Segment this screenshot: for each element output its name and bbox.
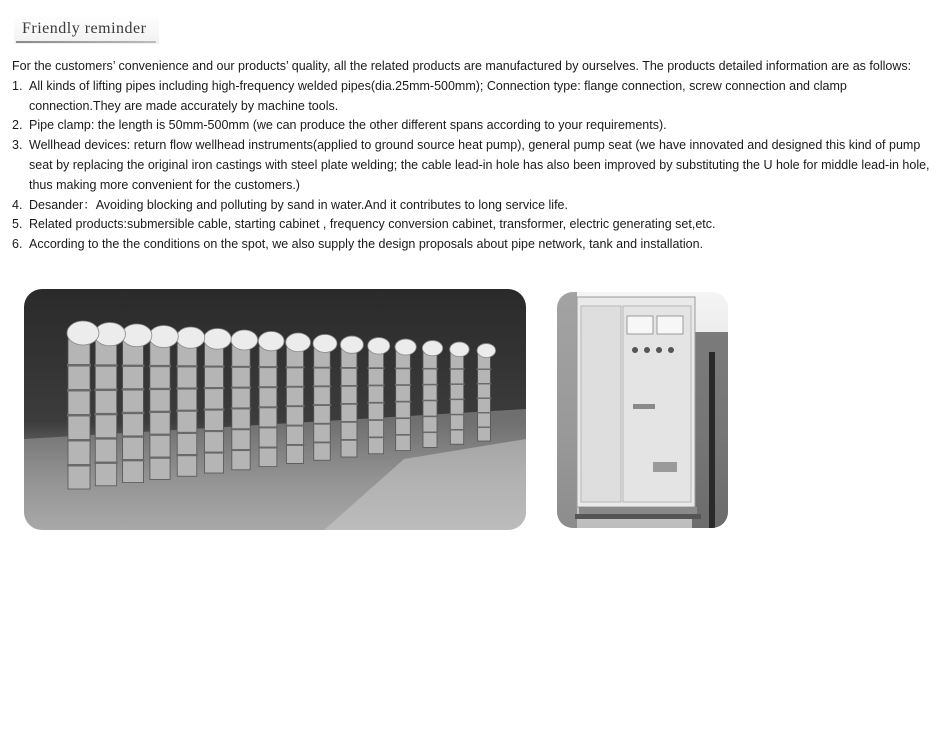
cabinet-illustration bbox=[557, 292, 728, 528]
list-item-number: 5. bbox=[12, 217, 23, 232]
list-item bbox=[12, 235, 937, 255]
page-title: Friendly reminder bbox=[22, 20, 147, 37]
list-item-number: 6. bbox=[12, 237, 23, 252]
list-item bbox=[12, 196, 937, 216]
list-item-number: 2. bbox=[12, 118, 23, 133]
list-item bbox=[12, 77, 937, 117]
title-underline bbox=[16, 41, 156, 43]
control-cabinet-photo bbox=[557, 292, 728, 528]
list-item-number: 1. bbox=[12, 78, 23, 93]
list-item-text: Related products:submersible cable, starting cabinet , frequency conversion cabinet, transformer, electric generating set,etc. bbox=[29, 217, 716, 232]
list-item-number: 3. bbox=[12, 138, 23, 153]
list-item-text: Desander：Avoiding blocking and polluting by sand in water.And it contributes to long service life. bbox=[29, 197, 568, 212]
list-item-text: Wellhead devices: return flow wellhead instruments(applied to ground source heat pump), general pump seat (we have innovated and designed this kind of pump seat by replacing the original iron castings with steel plate welding; the cable lead-in hole has also been improved by substituting the U hole for middle lead-in hole, thus making more convenient for the customers.) bbox=[29, 138, 930, 192]
description-block bbox=[12, 57, 937, 255]
list-item-text: All kinds of lifting pipes including high-frequency welded pipes(dia.25mm-500mm); Connection type: flange connection, screw connection and clamp connection.They are made accurately by machine tools. bbox=[29, 78, 847, 113]
list-item bbox=[12, 136, 937, 195]
list-item-text: According to the the conditions on the spot, we also supply the design proposals about pipe network, tank and installation. bbox=[29, 237, 704, 252]
list-item bbox=[12, 215, 937, 235]
pumps-illustration bbox=[24, 289, 526, 530]
list-item-number: 4. bbox=[12, 197, 23, 212]
list-item-text: Pipe clamp: the length is 50mm-500mm (we can produce the other different spans according to your requirements). bbox=[29, 118, 667, 133]
submersible-pumps-photo bbox=[24, 289, 526, 530]
intro-paragraph: For the customers’ convenience and our products’ quality, all the related products are manufactured by ourselves. The products detailed information are as follows: bbox=[12, 59, 912, 73]
list-item bbox=[12, 116, 937, 136]
product-list bbox=[12, 77, 937, 255]
